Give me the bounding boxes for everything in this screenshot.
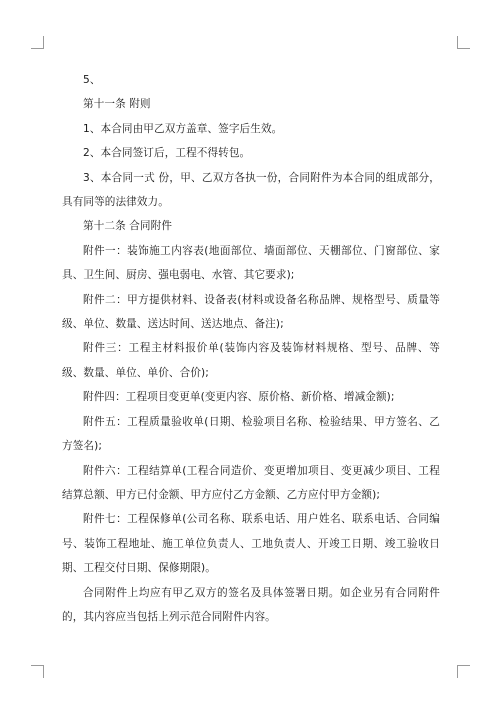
article-11-clause-3: 3、本合同一式 份，甲、乙双方各执一份，合同附件为本合同的组成部分，具有同等的法律效力。	[62, 171, 440, 209]
crop-mark-top-right	[457, 36, 470, 49]
attachment-3: 附件三：工程主材料报价单(装饰内容及装饰材料规格、型号、品牌、等级、数量、单位、单价、合价);	[62, 342, 440, 379]
item-number-5: 5、	[83, 74, 101, 86]
document-body	[62, 68, 440, 629]
attachment-2: 附件二：甲方提供材料、设备表(材料或设备名称品牌、规格型号、质量等级、单位、数量、送达时间、送达地点、备注);	[62, 293, 440, 331]
article-12-heading: 第十二条 合同附件	[83, 220, 173, 233]
attachment-5: 附件五：工程质量验收单(日期、检验项目名称、检验结果、甲方签名、乙方签名);	[62, 415, 440, 453]
article-11-heading: 第十一条 附则	[83, 98, 151, 111]
crop-mark-bottom-left	[31, 665, 44, 678]
crop-mark-top-left	[31, 36, 44, 49]
article-11-clause-1: 1、本合同由甲乙双方盖章、签字后生效。	[83, 122, 283, 135]
attachment-4: 附件四：工程项目变更单(变更内容、原价格、新价格、增减金额);	[83, 391, 395, 404]
attachment-6: 附件六：工程结算单(工程合同造价、变更增加项目、变更减少项目、工程结算总额、甲方已付金额、甲方应付乙方金额、乙方应付甲方金额);	[62, 464, 440, 501]
closing-note: 合同附件上均应有甲乙双方的签名及具体签署日期。如企业另有合同附件的，其内容应当包括上列示范合同附件内容。	[62, 586, 440, 623]
attachment-1: 附件一：装饰施工内容表(地面部位、墙面部位、天棚部位、门窗部位、家具、卫生间、厨房、强电弱电、水管、其它要求);	[62, 244, 440, 282]
attachment-7: 附件七：工程保修单(公司名称、联系电话、用户姓名、联系电话、合同编号、装饰工程地址、施工单位负责人、工地负责人、开竣工日期、竣工验收日期、工程交付日期、保修期限)。	[62, 513, 440, 575]
article-11-clause-2: 2、本合同签订后，工程不得转包。	[83, 147, 251, 160]
crop-mark-bottom-right	[457, 665, 470, 678]
